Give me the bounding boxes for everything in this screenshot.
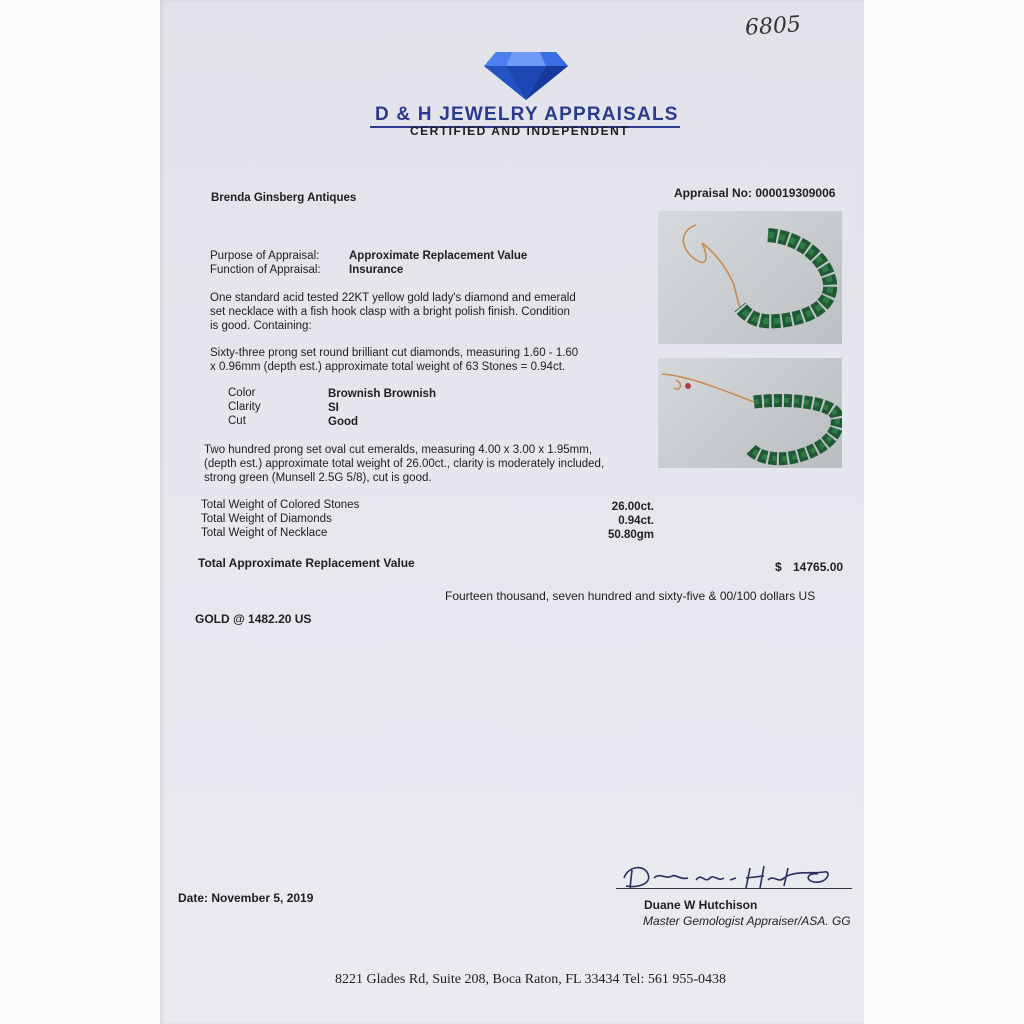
total-value: 26.00ct. bbox=[611, 501, 654, 513]
gold-price: GOLD @ 1482.20 US bbox=[195, 612, 312, 626]
currency-symbol: $ bbox=[775, 560, 782, 574]
appraisal-number: Appraisal No: 000019309006 bbox=[674, 186, 836, 200]
grading-value: Brownish Brownish bbox=[328, 388, 436, 400]
necklace-photo-top bbox=[658, 211, 842, 344]
emeralds-line: Two hundred prong set oval cut emeralds, measuring 4.00 x 3.00 x 1.95mm, bbox=[204, 444, 593, 456]
total-label: Total Weight of Colored Stones bbox=[201, 499, 360, 511]
grading-value: Good bbox=[328, 416, 359, 428]
grading-label: Color bbox=[228, 387, 256, 399]
function-value: Insurance bbox=[349, 264, 404, 276]
emeralds-line: (depth est.) approximate total weight of 26.00ct., clarity is moderately included, bbox=[204, 458, 605, 470]
emeralds-line: strong green (Munsell 2.5G 5/8), cut is good. bbox=[204, 472, 432, 484]
client-name: Brenda Ginsberg Antiques bbox=[211, 192, 357, 204]
purpose-value: Approximate Replacement Value bbox=[349, 250, 528, 262]
necklace-photo-side bbox=[658, 358, 842, 468]
total-label: Total Weight of Necklace bbox=[201, 527, 328, 539]
grading-label: Clarity bbox=[228, 401, 261, 413]
emeralds-paragraph bbox=[204, 443, 604, 485]
purpose-label: Purpose of Appraisal: bbox=[210, 250, 320, 262]
appraisal-document bbox=[160, 0, 864, 1024]
background-left bbox=[0, 0, 160, 1024]
replacement-value-amount: 14765.00 bbox=[793, 560, 844, 574]
description-paragraph bbox=[210, 291, 576, 333]
diamonds-line: Sixty-three prong set round brilliant cut diamonds, measuring 1.60 - 1.60 bbox=[210, 347, 579, 359]
diamonds-line: x 0.96mm (depth est.) approximate total weight of 63 Stones = 0.94ct. bbox=[210, 361, 566, 373]
background-right bbox=[864, 0, 1024, 1024]
function-label: Function of Appraisal: bbox=[210, 264, 321, 276]
total-label: Total Weight of Diamonds bbox=[201, 513, 332, 525]
appraisal-date: Date: November 5, 2019 bbox=[178, 891, 314, 905]
grading-value: SI bbox=[328, 402, 339, 414]
gem-icon bbox=[482, 48, 570, 107]
diamonds-paragraph bbox=[210, 346, 578, 374]
description-line: is good. Containing: bbox=[210, 320, 312, 332]
grading-label: Cut bbox=[228, 415, 246, 427]
appraiser-name: Duane W Hutchison bbox=[644, 898, 758, 912]
company-name: D & H JEWELRY APPRAISALS bbox=[375, 104, 679, 125]
handwritten-number: 6805 bbox=[744, 12, 802, 41]
description-line: set necklace with a fish hook clasp with a bright polish finish. Condition bbox=[210, 306, 570, 318]
signature-line bbox=[616, 888, 852, 889]
description-line: One standard acid tested 22KT yellow gold lady's diamond and emerald bbox=[210, 292, 576, 304]
signature bbox=[618, 858, 858, 897]
replacement-value-label: Total Approximate Replacement Value bbox=[198, 556, 415, 570]
amount-in-words: Fourteen thousand, seven hundred and sixty-five & 00/100 dollars US bbox=[445, 589, 816, 603]
company-tagline: CERTIFIED AND INDEPENDENT bbox=[410, 124, 630, 138]
total-value: 0.94ct. bbox=[618, 515, 654, 527]
appraiser-title: Master Gemologist Appraiser/ASA. GG bbox=[643, 914, 851, 928]
footer-address: 8221 Glades Rd, Suite 208, Boca Raton, FL 33434 Tel: 561 955-0438 bbox=[335, 972, 726, 987]
total-value: 50.80gm bbox=[607, 529, 654, 541]
